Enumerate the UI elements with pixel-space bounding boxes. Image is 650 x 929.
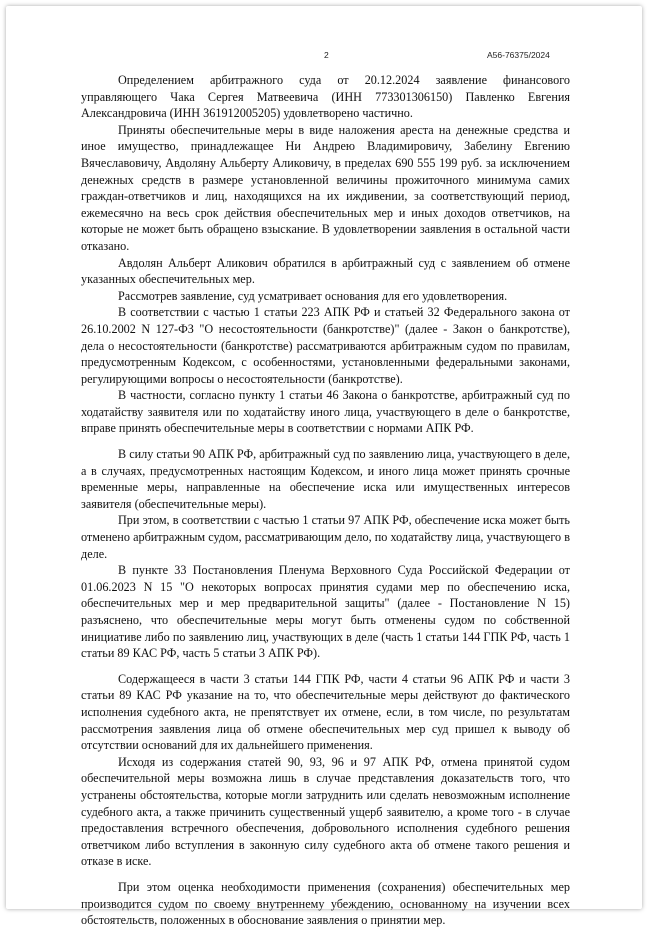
paragraph-1: Определением арбитражного суда от 20.12.2024 заявление финансового управляющего Чака Сергея Матвеевича (ИНН 773301306150) Павленко Евгения Александровича (ИНН 361912005205) удовлетворено частично. — [81, 73, 570, 121]
paragraph-11: Исходя из содержания статей 90, 93, 96 и 97 АПК РФ, отмена принятой судом обеспечительной меры возможна лишь в случае представления доказательств того, что устранены обстоятельства, которые могли затруднить или сделать невозможным исполнение судебного акта, а также причинить существенный ущерб заявителю, а кроме того - в случае предоставления встречного обеспечения, добровольного исполнения судебного решения ответчиком либо вступления в законную силу судебного акта об отмене такого решения и отказе в иске. — [81, 754, 570, 869]
paragraph-3: Авдолян Альберт Аликович обратился в арбитражный суд с заявлением об отмене указанных обеспечительных мер. — [81, 255, 570, 287]
paragraph-6: В частности, согласно пункту 1 статьи 46 Закона о банкротстве, арбитражный суд по ходатайству заявителя или по ходатайству иного лица, участвующего в деле о банкротстве, вправе принять обеспечительные меры в соответствии с нормами АПК РФ. — [81, 388, 570, 436]
paragraph-12: При этом оценка необходимости применения (сохранения) обеспечительных мер производится судом по своему внутреннему убеждению, основанному на изучении всех обстоятельств, положенных в обоснование заявления о принятии мер. — [81, 879, 570, 928]
paragraph-10: Содержащееся в части 3 статьи 144 ГПК РФ, части 4 статьи 96 АПК РФ и части 3 статьи 89 КАС РФ указание на то, что обеспечительные меры действуют до фактического исполнения судебного акта, не препятствует их отмене, если, в том числе, по результатам рассмотрения заявления лица об отмене обеспечительных мер суд пришел к выводу об отсутствии оснований для их дальнейшего применения. — [81, 671, 570, 753]
paragraph-9: В пункте 33 Постановления Пленума Верховного Суда Российской Федерации от 01.06.2023 N 15 "О некоторых вопросах принятия судами мер по обеспечению иска, обеспечительных мер и мер предварительной защиты" (далее - Постановление N 15) разъяснено, что обеспечительные меры могут быть отменены судом по собственной инициативе либо по заявлению лиц, участвующих в деле (часть 1 статьи 144 ГПК РФ, часть 1 статьи 89 КАС РФ, часть 5 статьи 3 АПК РФ). — [81, 563, 570, 661]
page-number: 2 — [324, 50, 329, 60]
paragraph-5: В соответствии с частью 1 статьи 223 АПК РФ и статьей 32 Федерального закона от 26.10.2002 N 127-ФЗ "О несостоятельности (банкротстве)" (далее - Закон о банкротстве), дела о несостоятельности (банкротстве) рассматриваются арбитражным судом по правилам, предусмотренным Кодексом, с особенностями, установленными федеральными законами, регулирующими вопросы о несостоятельности (банкротстве). — [81, 305, 570, 386]
paragraph-8: При этом, в соответствии с частью 1 статьи 97 АПК РФ, обеспечение иска может быть отменено арбитражным судом, рассматривающим дело, по ходатайству лица, участвующего в деле. — [81, 513, 570, 561]
case-number: А56-76375/2024 — [487, 50, 550, 60]
paragraph-2: Приняты обеспечительные меры в виде наложения ареста на денежные средства и иное имущество, принадлежащее Ни Андрею Владимировичу, Забелину Евгению Вячеславовичу, Авдоляну Альберту Аликовичу, в пределах 690 555 199 руб. за исключением денежных средств в размере установленной величины прожиточного минимума самих граждан-ответчиков и лиц, находящихся на их иждивении, за соответствующий период, ежемесячно на весь срок действия обеспечительных мер и иных доходов ответчиков, на которые не может быть обращено взыскание. В удовлетворении заявления в остальной части отказано. — [81, 122, 570, 253]
paragraph-7: В силу статьи 90 АПК РФ, арбитражный суд по заявлению лица, участвующего в деле, а в случаях, предусмотренных настоящим Кодексом, и иного лица может принять срочные временные меры, направленные на обеспечение иска или имущественных интересов заявителя (обеспечительные меры). — [81, 447, 570, 511]
document-page — [6, 6, 642, 928]
document-body — [81, 72, 570, 929]
paragraph-4: Рассмотрев заявление, суд усматривает основания для его удовлетворения. — [118, 288, 508, 303]
